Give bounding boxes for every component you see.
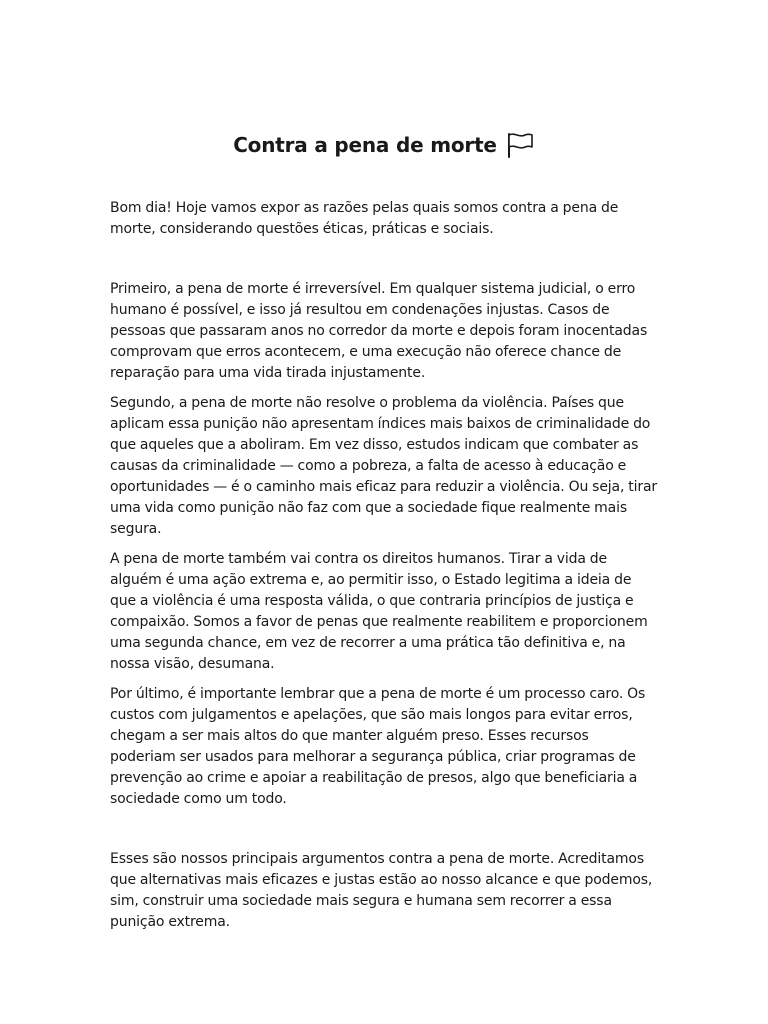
paragraph-cost: Por último, é importante lembrar que a pena de morte é um processo caro. Os custos com julgamentos e apelações, que são mais longos para evitar erros, chegam a ser mais altos do que manter alguém preso. Esses recursos poderiam ser usados para melhorar a segurança pública, criar programas de prevenção ao crime e apoiar a reabilitação de presos, algo que beneficiaria a sociedade como um todo. <box>110 686 646 807</box>
white-flag-icon <box>505 131 535 159</box>
intro-paragraph: Bom dia! Hoje vamos expor as razões pelas quais somos contra a pena de morte, considerando questões éticas, práticas e sociais. <box>110 200 619 237</box>
page-title: Contra a pena de morte <box>233 133 497 157</box>
paragraph-human-rights: A pena de morte também vai contra os direitos humanos. Tirar a vida de alguém é uma ação extrema e, ao permitir isso, o Estado legitima a ideia de que a violência é uma resposta válida, o que contraria princípios de justiça e compaixão. Somos a favor de penas que realmente reabilitem e proporcionem uma segunda chance, em vez de recorrer a uma prática tão definitiva e, na nossa visão, desumana. <box>110 551 648 672</box>
paragraph-violence: Segundo, a pena de morte não resolve o problema da violência. Países que aplicam essa punição não apresentam índices mais baixos de criminalidade do que aqueles que a aboliram. Em vez disso, estudos indicam que combater as causas da criminalidade — como a pobreza, a falta de acesso à educação e oportunidades — é o caminho mais eficaz para reduzir a violência. Ou seja, tirar uma vida como punição não faz com que a sociedade fique realmente mais segura. <box>110 395 657 537</box>
title-row <box>110 128 658 162</box>
conclusion-paragraph: Esses são nossos principais argumentos contra a pena de morte. Acreditamos que alternativas mais eficazes e justas estão ao nosso alcance e que podemos, sim, construir uma sociedade mais segura e humana sem recorrer a essa punição extrema. <box>110 851 653 930</box>
paragraph-irreversible: Primeiro, a pena de morte é irreversível. Em qualquer sistema judicial, o erro humano é possível, e isso já resultou em condenações injustas. Casos de pessoas que passaram anos no corredor da morte e depois foram inocentadas comprovam que erros acontecem, e uma execução não oferece chance de reparação para uma vida tirada injustamente. <box>110 281 648 381</box>
document-page <box>110 128 658 933</box>
